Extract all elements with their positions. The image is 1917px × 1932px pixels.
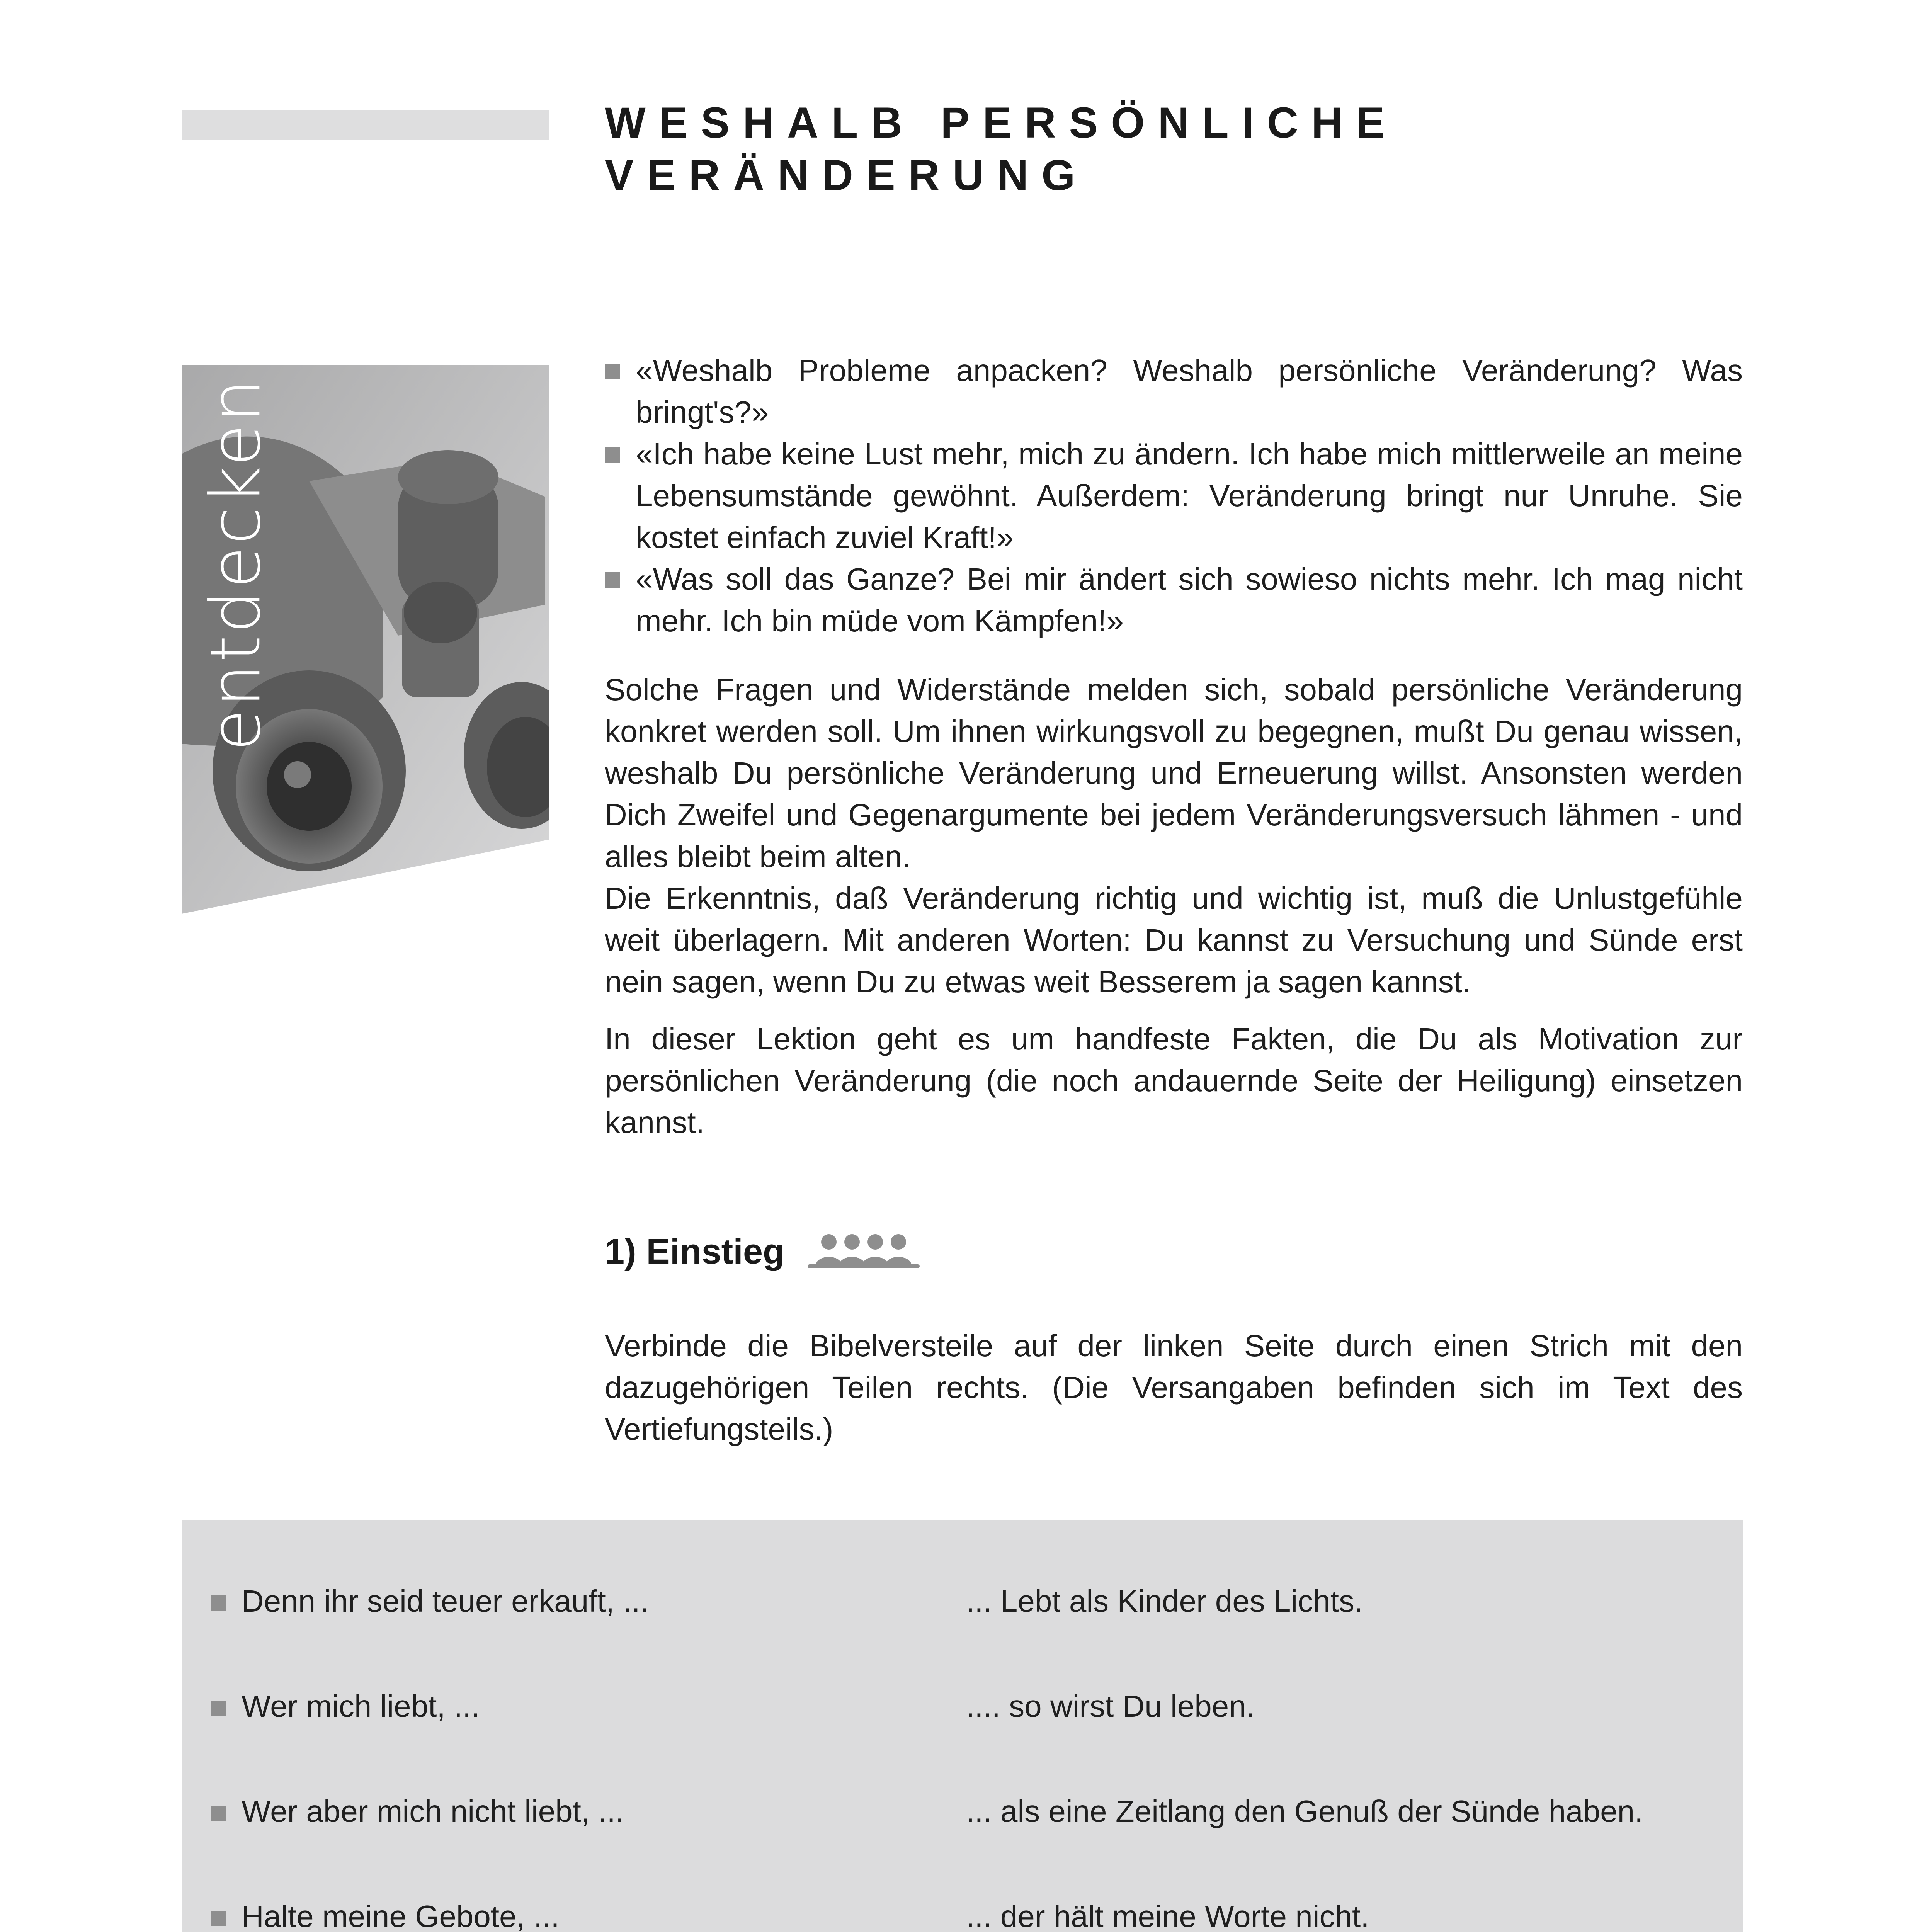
instruction-text: Verbinde die Bibelversteile auf der linken Seite durch einen Strich mit den dazugehörigen Teilen rechts. (Die Versangaben befinden sich im Text des Vertiefungsteils.) [605, 1328, 1743, 1446]
bullet-square-icon [211, 1806, 226, 1821]
main-content [605, 350, 1743, 1450]
section-heading: 1) Einstieg [605, 1225, 1743, 1279]
bullet-square-icon [211, 1911, 226, 1926]
group-people-icon [808, 1230, 920, 1273]
bullet-square-icon [605, 447, 620, 463]
paragraph: In dieser Lektion geht es um handfeste Fakten, die Du als Motivation zur persönlichen Veränderung (die noch andauernde Seite der Heiligung) einsetzen kannst. [605, 1022, 1743, 1139]
match-right: ... als eine Zeitlang den Genuß der Sünde haben. [966, 1794, 1643, 1828]
bullet-square-icon [605, 364, 620, 379]
bullet-square-icon [211, 1701, 226, 1716]
header-bar [182, 110, 549, 140]
list-item: «Ich habe keine Lust mehr, mich zu ändern. Ich habe mich mittlerweile an meine Lebensumstände gewöhnt. Außerdem: Veränderung bringt nur Unruhe. Sie kostet einfach zuviel Kraft!» [605, 433, 1743, 558]
paragraph: Die Erkenntnis, daß Veränderung richtig und wichtig ist, muß die Unlustgefühle weit überlagern. Mit anderen Worten: Du kannst zu Versuchung und Sünde erst nein sagen, wenn Du zu etwas weit Besserem ja sagen kannst. [605, 881, 1743, 999]
bullet-square-icon [211, 1595, 226, 1611]
match-left: Halte meine Gebote, ... [211, 1896, 945, 1932]
match-left: Wer aber mich nicht liebt, ... [211, 1791, 945, 1832]
match-left: Denn ihr seid teuer erkauft, ... [211, 1580, 945, 1622]
list-item: «Was soll das Ganze? Bei mir ändert sich sowieso nichts mehr. Ich mag nicht mehr. Ich bin müde vom Kämpfen!» [605, 558, 1743, 642]
match-right: ... Lebt als Kinder des Lichts. [966, 1584, 1363, 1618]
title-line-1: WESHALB PERSÖNLICHE [605, 99, 1398, 147]
page-title [605, 97, 1764, 202]
side-label: entdecken [196, 377, 276, 751]
matching-exercise-box [182, 1520, 1743, 1932]
list-item: «Weshalb Probleme anpacken? Weshalb persönliche Veränderung? Was bringt's?» [605, 350, 1743, 433]
match-right: ... der hält meine Worte nicht. [966, 1899, 1369, 1932]
quote-list [605, 350, 1743, 642]
match-left: Wer mich liebt, ... [211, 1685, 945, 1727]
paragraph: Solche Fragen und Widerstände melden sich, sobald persönliche Veränderung konkret werden soll. Um ihnen wirkungsvoll zu begegnen, mußt Du genau wissen, weshalb Du persönliche Veränderung und Erneuerung willst. Ansonsten werden Dich Zweifel und Gegenargumente bei jedem Veränderungsversuch lähmen - und alles bleibt beim alten. [605, 672, 1743, 874]
title-line-2: VERÄNDERUNG [605, 151, 1089, 199]
bullet-square-icon [605, 572, 620, 588]
match-right: .... so wirst Du leben. [966, 1689, 1255, 1723]
